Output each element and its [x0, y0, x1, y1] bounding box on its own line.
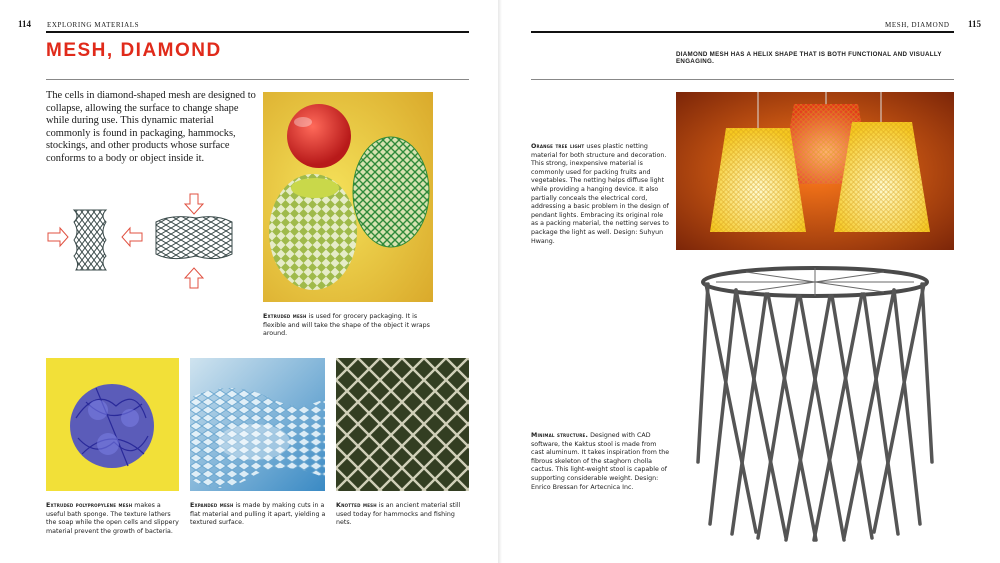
expanded-mesh-photo [190, 358, 325, 491]
caption-lead: Extruded mesh [263, 313, 307, 320]
caption-extruded-mesh [263, 313, 433, 339]
knotted-mesh-photo [336, 358, 469, 491]
caption-text: is made by making cuts in a flat material and pulling it apart, yielding a textured surface. [190, 502, 326, 527]
caption-text: Designed with CAD software, the Kaktus stool is made from cast aluminum. It takes inspiration from the fibrous skeleton of the staghorn cholla cactus. This light-weight stool is capable of supporting considerable weight. Design: Enrico Bressan for Artecnica Inc. [531, 432, 670, 491]
caption-lead: Orange tree light [531, 143, 585, 150]
page-tagline: DIAMOND MESH HAS A HELIX SHAPE THAT IS BOTH FUNCTIONAL AND VISUALLY ENGAGING. [676, 51, 942, 65]
caption-lead: Extruded polypropylene mesh [46, 502, 133, 509]
spread-gutter [498, 0, 502, 563]
expanded-mesh [156, 217, 232, 259]
caption-polypropylene [46, 502, 181, 536]
up-arrow-icon [185, 268, 203, 288]
caption-text: is an ancient material still used today for hammocks and fishing nets. [336, 502, 461, 527]
left-folio: 114 [18, 19, 32, 29]
page-title: MESH, DIAMOND [46, 40, 222, 61]
right-folio: 115 [968, 19, 982, 29]
left-running-head: EXPLORING MATERIALS [47, 21, 140, 29]
collapse-diagram [46, 192, 256, 292]
caption-lead: Expanded mesh [190, 502, 234, 509]
caption-text: makes a useful bath sponge. The texture lathers the soap while the open cells and slippery material prevent the growth of bacteria. [46, 502, 179, 535]
caption-knotted [336, 502, 471, 528]
left-title-rule [46, 79, 469, 80]
arrow-icon [122, 228, 142, 246]
right-top-rule [531, 31, 954, 33]
caption-text: uses plastic netting material for both structure and decoration. This strong, inexpensive material is commonly used for packing fruits and vegetables. The netting helps diffuse light while providing a hanging device. It also partially conceals the electrical cord, addressing a basic problem in the design of pendant lights. Embracing its original role as a packing material, the netting serves to package the light as well. Design: Suhyun Hwang. [531, 143, 669, 245]
caption-expanded [190, 502, 328, 528]
right-running-head: MESH, DIAMOND [885, 21, 950, 29]
left-top-rule [46, 31, 469, 33]
orange-tree-light-photo [676, 92, 954, 250]
down-arrow-icon [185, 194, 203, 214]
caption-minimal-structure [531, 432, 671, 492]
right-title-rule [531, 79, 954, 80]
fruit-mesh-photo [263, 92, 433, 302]
caption-lead: Minimal structure. [531, 432, 589, 439]
left-arrow-icon [48, 228, 68, 246]
caption-text: is used for grocery packaging. It is flexible and will take the shape of the object it wraps around. [263, 313, 430, 338]
collapsed-mesh [74, 210, 106, 270]
caption-orange-tree-light [531, 143, 669, 246]
kaktus-stool-photo [676, 262, 954, 552]
intro-paragraph: The cells in diamond-shaped mesh are designed to collapse, allowing the surface to change shape while during use. This dynamic material commonly is found in packaging, hammocks, stockings, and other products whose surface conforms to a body or object inside it. [46, 90, 256, 164]
caption-lead: Knotted mesh [336, 502, 377, 509]
bath-sponge-photo [46, 358, 179, 491]
